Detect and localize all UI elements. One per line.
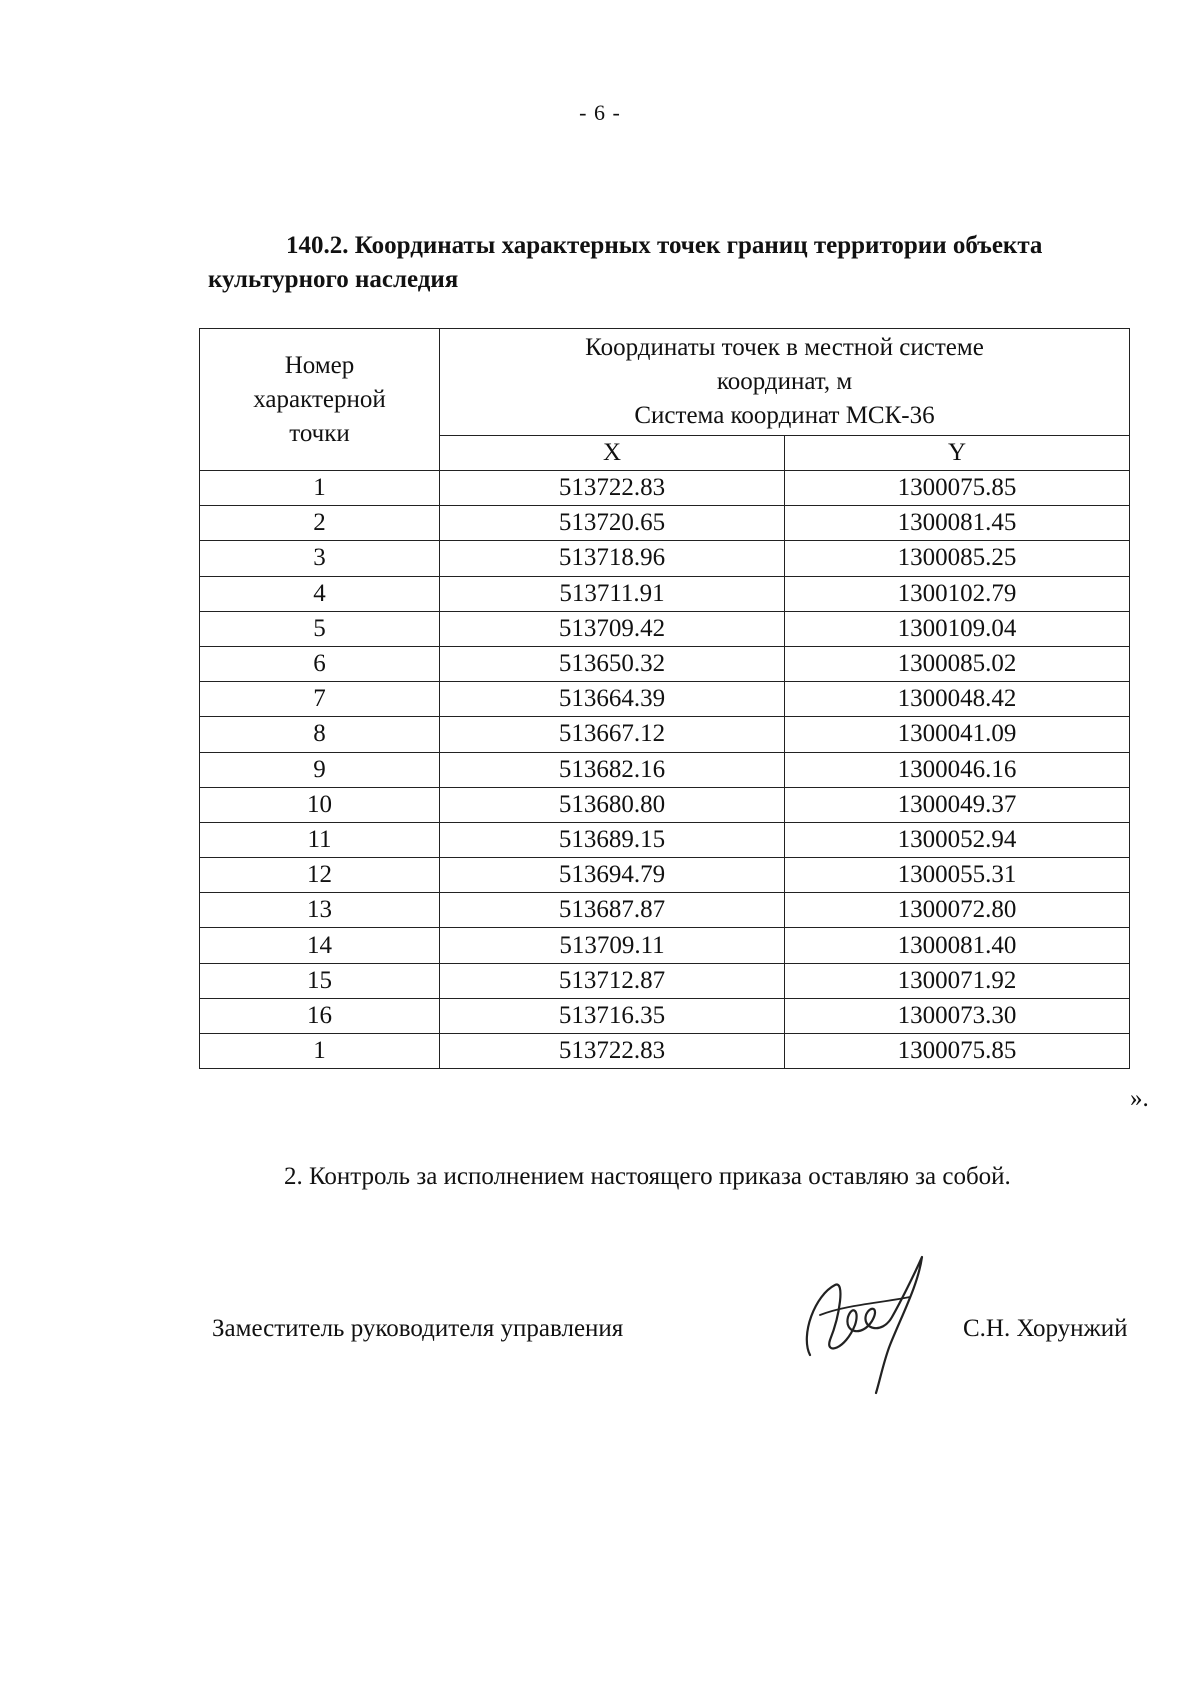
- y-coordinate-cell: 1300041.09: [785, 717, 1130, 752]
- y-coordinate-cell: 1300075.85: [785, 1034, 1130, 1069]
- point-number-cell: 15: [200, 963, 440, 998]
- x-coordinate-cell: 513694.79: [440, 858, 785, 893]
- column-header-x: X: [440, 436, 785, 471]
- table-row: [200, 471, 1130, 506]
- x-coordinate-cell: 513667.12: [440, 717, 785, 752]
- section-heading: 140.2. Координаты характерных точек границ территории объекта культурного наследия: [208, 232, 1043, 293]
- table-row: [200, 893, 1130, 928]
- point-number-cell: 8: [200, 717, 440, 752]
- column-header-point-number-text: Номер характерной точки: [253, 351, 386, 447]
- point-number-cell: 1: [200, 1034, 440, 1069]
- x-coordinate-cell: 513709.11: [440, 928, 785, 963]
- coordinates-table: [199, 328, 1130, 1069]
- table-body: [200, 471, 1130, 1069]
- x-coordinate-cell: 513682.16: [440, 752, 785, 787]
- x-coordinate-cell: 513712.87: [440, 963, 785, 998]
- y-coordinate-cell: 1300085.25: [785, 541, 1130, 576]
- point-number-cell: 2: [200, 506, 440, 541]
- page-number: - 6 -: [579, 100, 621, 125]
- x-coordinate-cell: 513689.15: [440, 822, 785, 857]
- column-header-coordinates: [440, 329, 1130, 436]
- y-coordinate-cell: 1300049.37: [785, 787, 1130, 822]
- x-coordinate-cell: 513716.35: [440, 998, 785, 1033]
- x-coordinate-cell: 513720.65: [440, 506, 785, 541]
- point-number-cell: 1: [200, 471, 440, 506]
- table-row: [200, 752, 1130, 787]
- x-coordinate-cell: 513680.80: [440, 787, 785, 822]
- y-coordinate-cell: 1300085.02: [785, 646, 1130, 681]
- x-coordinate-cell: 513711.91: [440, 576, 785, 611]
- x-coordinate-cell: 513709.42: [440, 611, 785, 646]
- table-row: [200, 787, 1130, 822]
- table-row: [200, 963, 1130, 998]
- y-coordinate-cell: 1300046.16: [785, 752, 1130, 787]
- point-number-cell: 12: [200, 858, 440, 893]
- x-coordinate-cell: 513722.83: [440, 471, 785, 506]
- x-coordinate-cell: 513664.39: [440, 682, 785, 717]
- coordinates-header-line-3: Система координат МСК-36: [634, 402, 935, 429]
- table-row: [200, 646, 1130, 681]
- point-number-cell: 11: [200, 822, 440, 857]
- column-header-y: Y: [785, 436, 1130, 471]
- control-clause: 2. Контроль за исполнением настоящего приказа оставляю за собой.: [284, 1163, 1011, 1190]
- table-row: [200, 858, 1130, 893]
- y-coordinate-cell: 1300052.94: [785, 822, 1130, 857]
- table-row: [200, 928, 1130, 963]
- y-coordinate-cell: 1300048.42: [785, 682, 1130, 717]
- table-row: [200, 576, 1130, 611]
- point-number-cell: 6: [200, 646, 440, 681]
- point-number-cell: 5: [200, 611, 440, 646]
- x-coordinate-cell: 513718.96: [440, 541, 785, 576]
- point-number-cell: 4: [200, 576, 440, 611]
- y-coordinate-cell: 1300072.80: [785, 893, 1130, 928]
- table-row: [200, 682, 1130, 717]
- closing-quote: ».: [1130, 1085, 1149, 1112]
- y-coordinate-cell: 1300102.79: [785, 576, 1130, 611]
- point-number-cell: 14: [200, 928, 440, 963]
- point-number-cell: 10: [200, 787, 440, 822]
- y-coordinate-cell: 1300075.85: [785, 471, 1130, 506]
- signer-name: С.Н. Хорунжий: [963, 1315, 1128, 1342]
- table-row: [200, 717, 1130, 752]
- table-row: [200, 506, 1130, 541]
- x-coordinate-cell: 513650.32: [440, 646, 785, 681]
- signature-image: [790, 1255, 950, 1395]
- table-row: [200, 611, 1130, 646]
- point-number-cell: 9: [200, 752, 440, 787]
- x-coordinate-cell: 513687.87: [440, 893, 785, 928]
- y-coordinate-cell: 1300055.31: [785, 858, 1130, 893]
- point-number-cell: 7: [200, 682, 440, 717]
- y-coordinate-cell: 1300081.40: [785, 928, 1130, 963]
- y-coordinate-cell: 1300071.92: [785, 963, 1130, 998]
- x-coordinate-cell: 513722.83: [440, 1034, 785, 1069]
- table-row: [200, 541, 1130, 576]
- table-row: [200, 822, 1130, 857]
- coordinates-header-line-2: координат, м: [716, 368, 853, 395]
- y-coordinate-cell: 1300073.30: [785, 998, 1130, 1033]
- column-header-point-number: [200, 329, 440, 471]
- y-coordinate-cell: 1300109.04: [785, 611, 1130, 646]
- table-row: [200, 998, 1130, 1033]
- point-number-cell: 16: [200, 998, 440, 1033]
- coordinates-header-line-1: Координаты точек в местной системе: [585, 334, 984, 361]
- point-number-cell: 3: [200, 541, 440, 576]
- table-row: [200, 1034, 1130, 1069]
- point-number-cell: 13: [200, 893, 440, 928]
- y-coordinate-cell: 1300081.45: [785, 506, 1130, 541]
- signer-title: Заместитель руководителя управления: [212, 1315, 624, 1342]
